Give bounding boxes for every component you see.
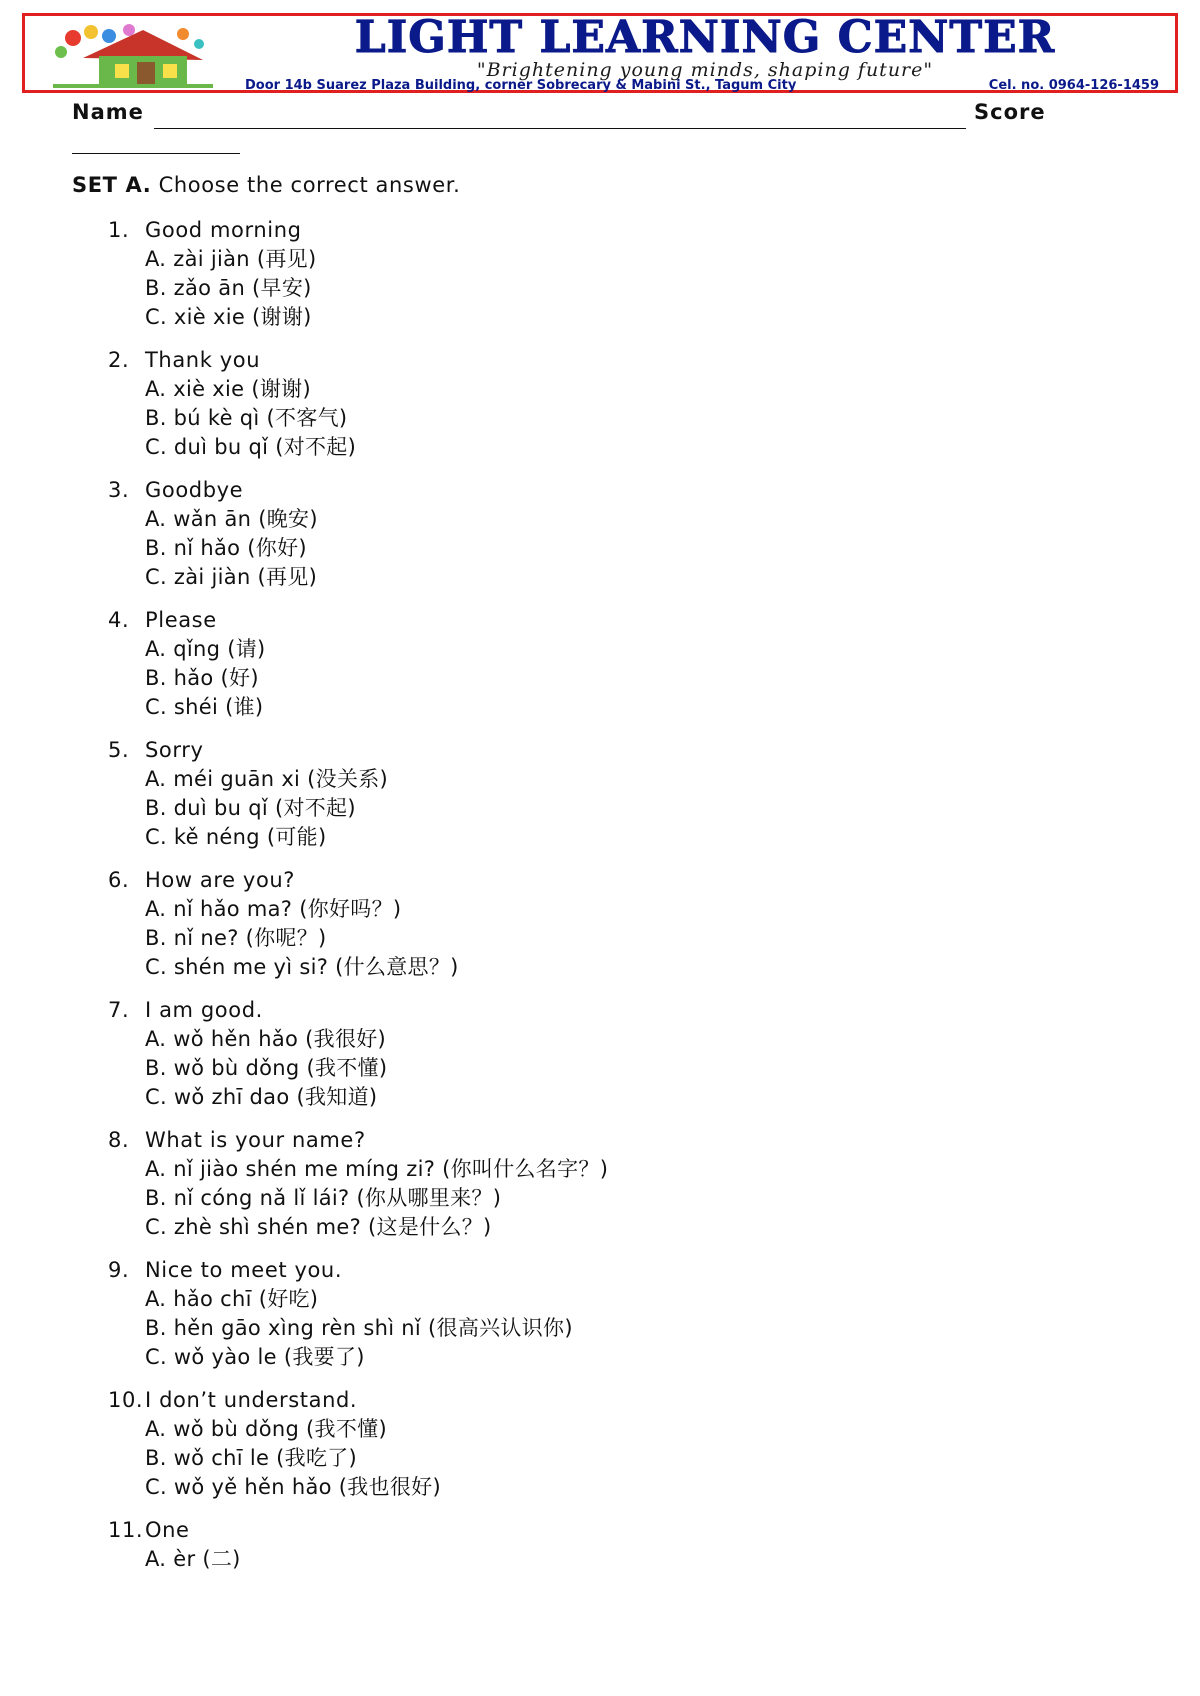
answer-option[interactable]: B. hǎo (好) xyxy=(145,666,259,690)
name-field[interactable] xyxy=(154,128,966,129)
answer-option[interactable]: A. nǐ jiào shén me míng zi? (你叫什么名字？) xyxy=(145,1157,609,1181)
question-text: Thank you xyxy=(145,348,261,372)
question-number: 7. xyxy=(108,998,130,1022)
answer-option[interactable]: B. wǒ chī le (我吃了) xyxy=(145,1446,358,1470)
question-number: 9. xyxy=(108,1258,130,1282)
answer-option[interactable]: B. duì bu qǐ (对不起) xyxy=(145,796,356,820)
question-text: Sorry xyxy=(145,738,204,762)
answer-option[interactable]: A. èr (二) xyxy=(145,1547,241,1571)
center-name: LIGHT LEARNING CENTER xyxy=(354,12,1056,63)
question-text: Nice to meet you. xyxy=(145,1258,343,1282)
answer-option[interactable]: A. wǒ hěn hǎo (我很好) xyxy=(145,1027,387,1051)
answer-option[interactable]: C. wǒ yào le (我要了) xyxy=(145,1345,365,1369)
answer-option[interactable]: A. méi guān xi (没关系) xyxy=(145,767,389,791)
answer-option[interactable]: B. nǐ cóng nǎ lǐ lái? (你从哪里来？) xyxy=(145,1186,502,1210)
set-instruction-text: Choose the correct answer. xyxy=(158,173,461,197)
question-number: 5. xyxy=(108,738,130,762)
question-number: 11. xyxy=(108,1518,144,1542)
answer-option[interactable]: B. wǒ bù dǒng (我不懂) xyxy=(145,1056,388,1080)
answer-option[interactable]: C. zhè shì shén me? (这是什么？) xyxy=(145,1215,492,1239)
question-list xyxy=(108,216,1108,1588)
score-label: Score xyxy=(974,100,1046,124)
score-field[interactable] xyxy=(72,153,240,154)
question-item xyxy=(108,996,1108,1112)
question-item xyxy=(108,1256,1108,1372)
answer-option[interactable]: B. nǐ ne? (你呢？) xyxy=(145,926,327,950)
question-item xyxy=(108,866,1108,982)
answer-option[interactable]: A. qǐng (请) xyxy=(145,637,266,661)
question-item xyxy=(108,1386,1108,1502)
question-number: 6. xyxy=(108,868,130,892)
question-text: Please xyxy=(145,608,217,632)
answer-option[interactable]: A. wǎn ān (晚安) xyxy=(145,507,318,531)
question-item xyxy=(108,1126,1108,1242)
question-number: 1. xyxy=(108,218,130,242)
answer-option[interactable]: C. zài jiàn (再见) xyxy=(145,565,318,589)
question-text: Good morning xyxy=(145,218,302,242)
answer-option[interactable]: A. zài jiàn (再见) xyxy=(145,247,317,271)
question-number: 4. xyxy=(108,608,130,632)
house-logo-icon xyxy=(33,20,233,88)
question-number: 3. xyxy=(108,478,130,502)
answer-option[interactable]: C. shéi (谁) xyxy=(145,695,264,719)
question-number: 10. xyxy=(108,1388,144,1412)
question-number: 8. xyxy=(108,1128,130,1152)
answer-option[interactable]: A. nǐ hǎo ma? (你好吗？) xyxy=(145,897,402,921)
question-text: How are you? xyxy=(145,868,296,892)
answer-option[interactable]: C. wǒ zhī dao (我知道) xyxy=(145,1085,378,1109)
question-number: 2. xyxy=(108,348,130,372)
header-banner xyxy=(22,13,1178,93)
tagline: "Brightening young minds, shaping future" xyxy=(476,59,934,81)
question-item xyxy=(108,606,1108,722)
set-instruction xyxy=(72,173,460,197)
question-item xyxy=(108,216,1108,332)
question-item xyxy=(108,346,1108,462)
answer-option[interactable]: C. xiè xie (谢谢) xyxy=(145,305,312,329)
question-item xyxy=(108,476,1108,592)
answer-option[interactable]: B. nǐ hǎo (你好) xyxy=(145,536,307,560)
question-item xyxy=(108,736,1108,852)
name-row xyxy=(72,100,1152,130)
address: Door 14b Suarez Plaza Building, corner Sobrecary & Mabini St., Tagum City xyxy=(245,78,797,93)
answer-option[interactable]: C. duì bu qǐ (对不起) xyxy=(145,435,357,459)
name-label: Name xyxy=(72,100,144,124)
answer-option[interactable]: C. kě néng (可能) xyxy=(145,825,327,849)
answer-option[interactable]: B. bú kè qì (不客气) xyxy=(145,406,348,430)
answer-option[interactable]: B. zǎo ān (早安) xyxy=(145,276,312,300)
answer-option[interactable]: B. hěn gāo xìng rèn shì nǐ (很高兴认识你) xyxy=(145,1316,573,1340)
contact-number: Cel. no. 0964-126-1459 xyxy=(988,78,1159,93)
question-text: I don’t understand. xyxy=(145,1388,358,1412)
question-text: One xyxy=(145,1518,190,1542)
set-label: SET A. xyxy=(72,173,152,197)
question-item xyxy=(108,1516,1108,1574)
answer-option[interactable]: A. xiè xie (谢谢) xyxy=(145,377,311,401)
answer-option[interactable]: C. shén me yì si? (什么意思？) xyxy=(145,955,459,979)
answer-option[interactable]: C. wǒ yě hěn hǎo (我也很好) xyxy=(145,1475,441,1499)
question-text: I am good. xyxy=(145,998,263,1022)
answer-option[interactable]: A. hǎo chī (好吃) xyxy=(145,1287,319,1311)
question-text: What is your name? xyxy=(145,1128,366,1152)
answer-option[interactable]: A. wǒ bù dǒng (我不懂) xyxy=(145,1417,387,1441)
question-text: Goodbye xyxy=(145,478,244,502)
